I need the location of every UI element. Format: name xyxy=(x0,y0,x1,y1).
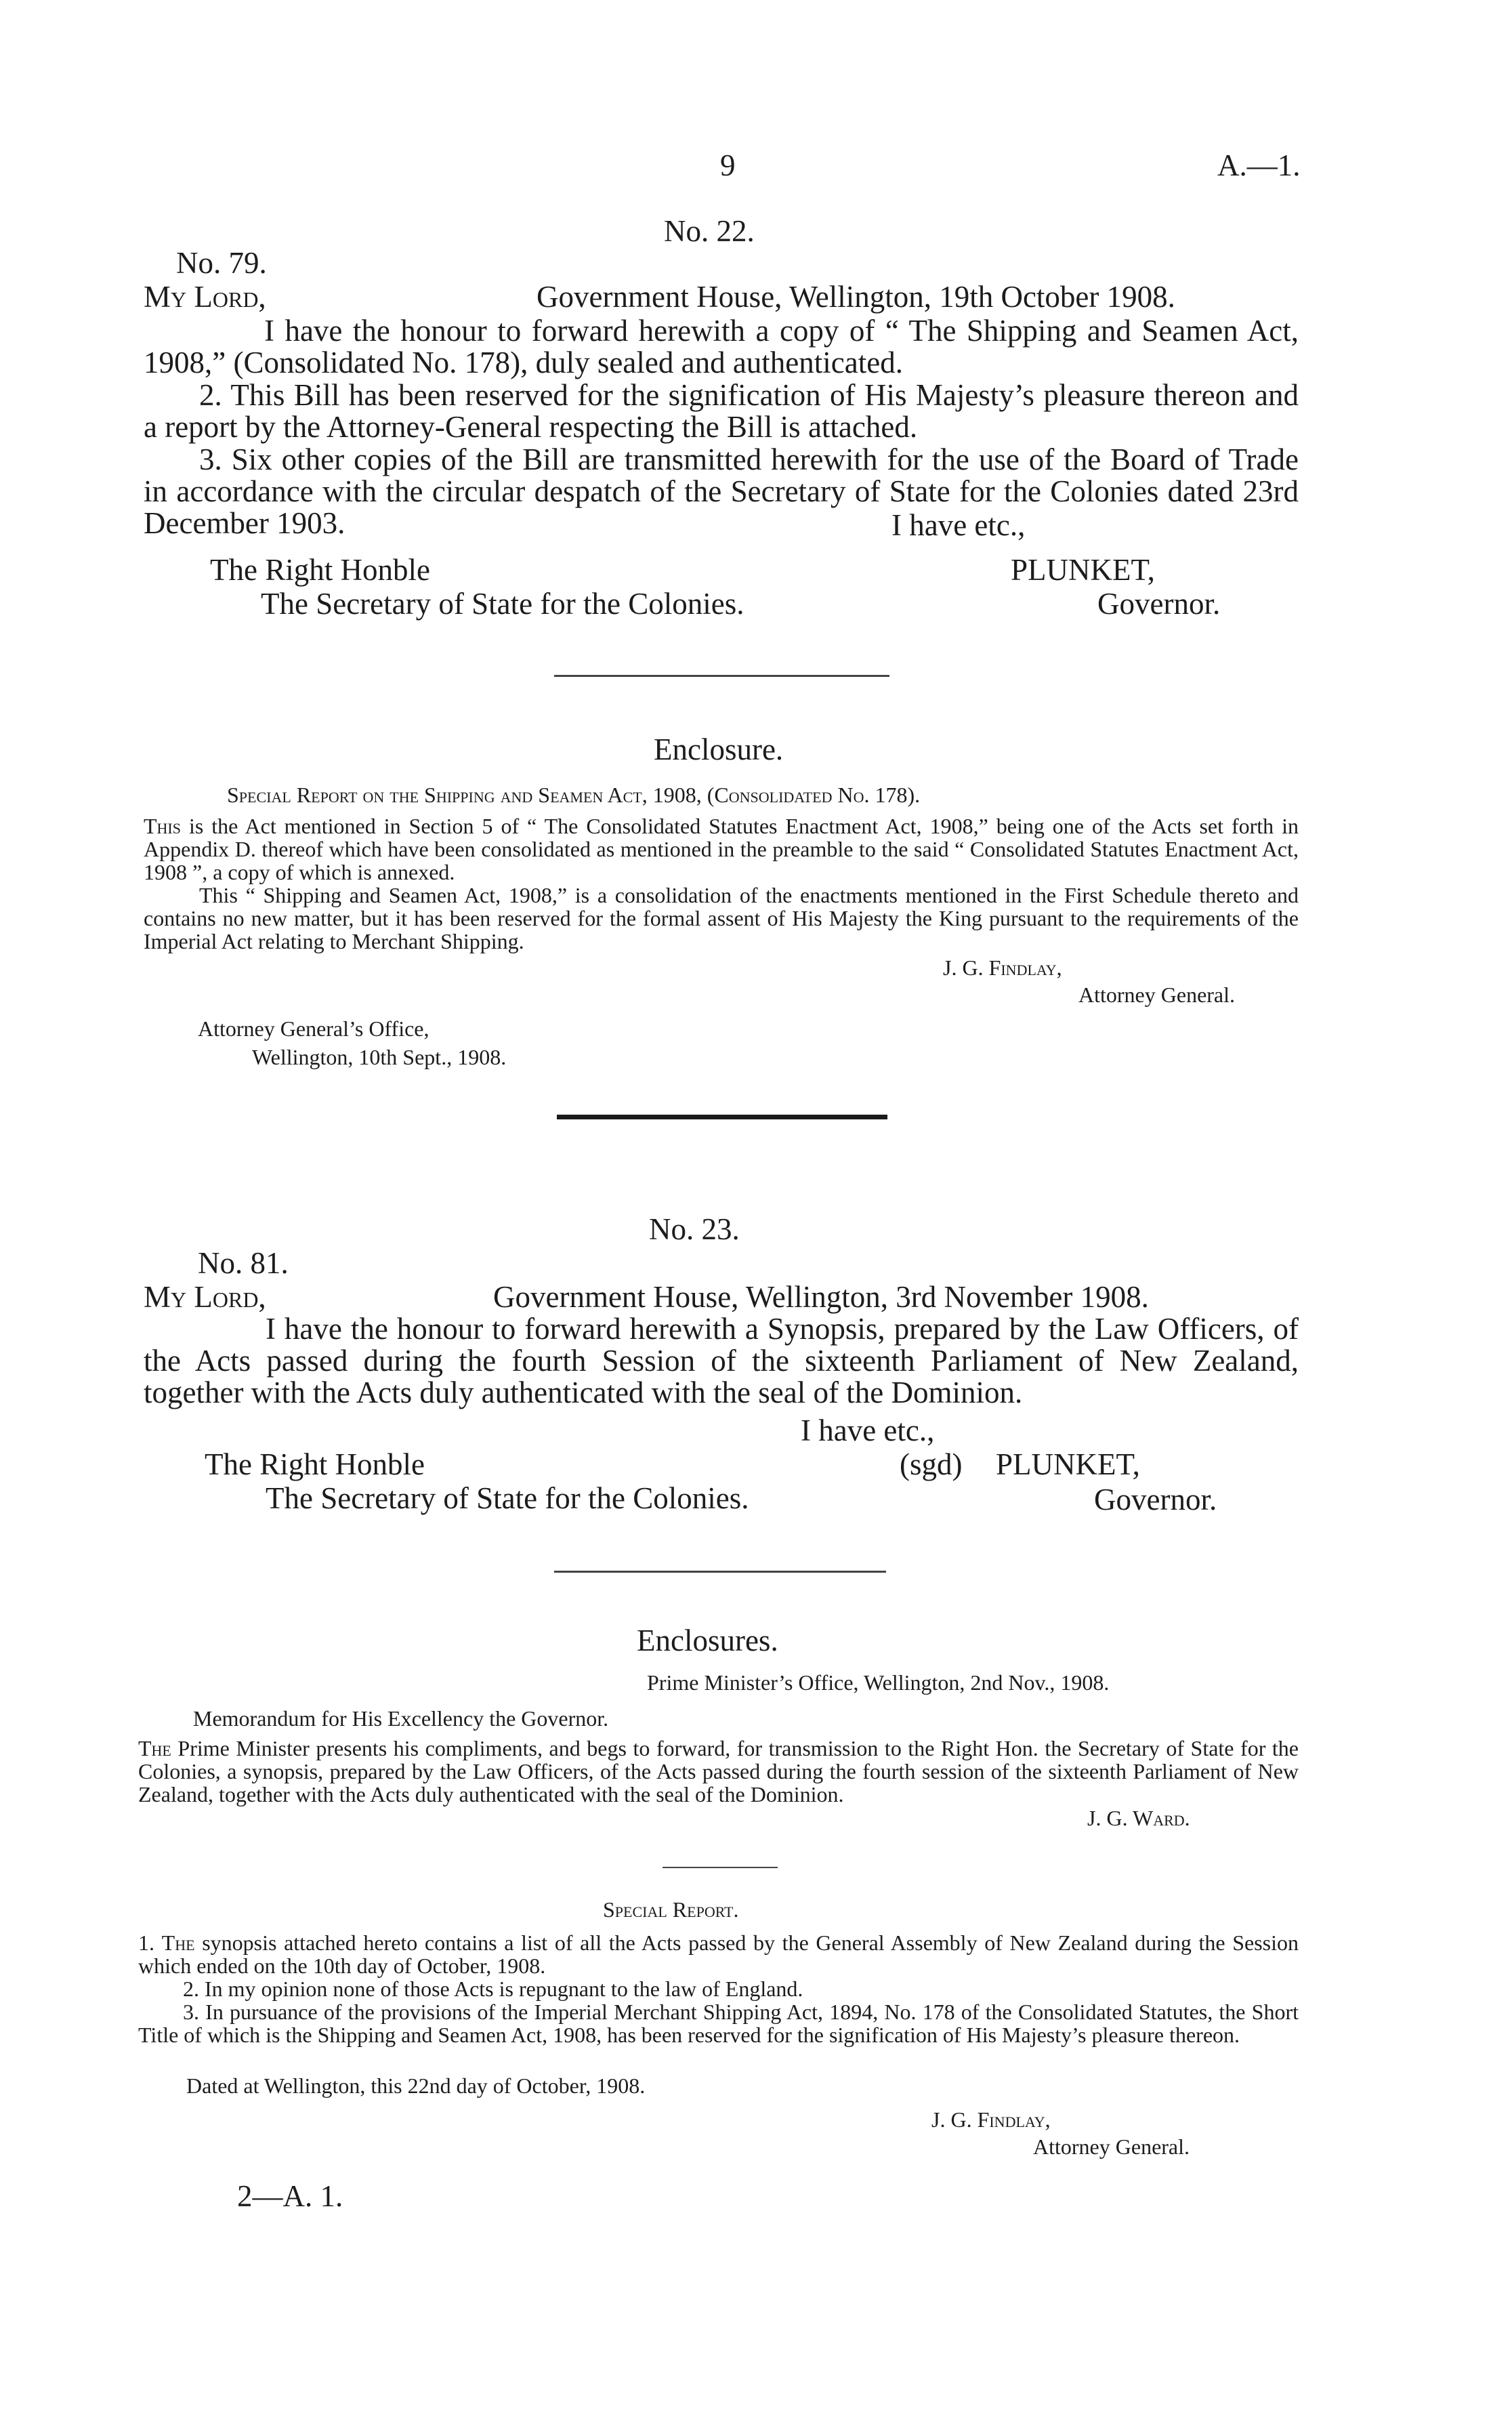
addressee-line-2: The Secretary of State for the Colonies. xyxy=(261,587,744,621)
signer-name: J. G. Findlay, xyxy=(943,955,1062,980)
paragraph-2: 2. This Bill has been reserved for the signification of His Majesty’s pleasure thereon and a report by the Attorney-General respecting the Bill is attached. xyxy=(144,378,1299,444)
report-item-3: 3. In pursuance of the provisions of the Imperial Merchant Shipping Act, 1894, No. 178 of the Consolidated Statutes, the Short Title of which is the Shipping and Seamen Act, 1908, has been reserved for the signification of His Majesty’s pleasure thereon. xyxy=(138,2000,1299,2047)
closing: I have etc., xyxy=(891,508,1026,542)
item-number: 1. xyxy=(138,1930,154,1955)
report-item-2: 2. In my opinion none of those Acts is repugnant to the law of England. xyxy=(183,1977,803,2001)
letter-number: No. 22. xyxy=(664,214,755,248)
closing: I have etc., xyxy=(801,1413,935,1447)
despatch-number: No. 81. xyxy=(198,1246,289,1280)
office-line: Prime Minister’s Office, Wellington, 2nd Nov., 1908. xyxy=(647,1670,1110,1695)
paragraph-1: I have the honour to forward herewith a copy of “ The Shipping and Seamen Act, 1908,” (Consolidated No. 178), duly sealed and authenticated. xyxy=(144,314,1299,379)
enclosures-heading: Enclosures. xyxy=(637,1624,778,1657)
signature-mark: 2—A. 1. xyxy=(237,2179,343,2213)
dateline: Government House, Wellington, 3rd November 1908. xyxy=(493,1280,1149,1314)
section-divider xyxy=(554,1571,886,1573)
report-item-1 xyxy=(138,1931,1299,1977)
page-number: 9 xyxy=(720,148,736,182)
document-reference: A.—1. xyxy=(1217,148,1301,182)
enclosure-heading: Enclosure. xyxy=(654,732,784,766)
enclosure-paragraph-1 xyxy=(144,814,1299,884)
addressee-line-2: The Secretary of State for the Colonies. xyxy=(266,1481,749,1515)
enclosure-title: Special Report on the Shipping and Seamen Act, 1908, (Consolidated No. 178). xyxy=(227,783,921,807)
signer-title: Governor. xyxy=(1097,587,1221,621)
lead-word: The xyxy=(161,1930,195,1955)
office-date: Wellington, 10th Sept., 1908. xyxy=(252,1045,507,1069)
signer-name: PLUNKET, xyxy=(996,1447,1140,1481)
memorandum-line: Memorandum for His Excellency the Governor. xyxy=(193,1706,609,1731)
memorandum-signer: J. G. Ward. xyxy=(1087,1806,1190,1830)
lead-word: The xyxy=(138,1736,171,1760)
lead-word: This xyxy=(144,814,181,838)
short-divider xyxy=(663,1867,778,1868)
memorandum-paragraph xyxy=(138,1737,1299,1806)
despatch-number: No. 79. xyxy=(176,246,267,280)
signer-name: J. G. Findlay, xyxy=(931,2107,1051,2132)
signer-title: Attorney General. xyxy=(1078,983,1236,1007)
dateline: Government House, Wellington, 19th October 1908. xyxy=(537,280,1175,314)
salutation: My Lord, xyxy=(144,280,266,314)
enclosure-paragraph-2: This “ Shipping and Seamen Act, 1908,” is a consolidation of the enactments mentioned in the First Schedule thereto and contains no new matter, but it has been reserved for the formal assent of His Majesty the King pursuant to the requirements of the Imperial Act relating to Merchant Shipping. xyxy=(144,883,1299,953)
signer-title: Governor. xyxy=(1094,1483,1217,1516)
paragraph-3: 3. Six other copies of the Bill are transmitted herewith for the use of the Board of Trade in accordance with the circular despatch of the Secretary of State for the Colonies dated 23rd December 1903. xyxy=(144,442,1299,540)
paragraph-1: I have the honour to forward herewith a Synopsis, prepared by the Law Officers, of the Acts passed during the fourth Session of the sixteenth Parliament of New Zealand, together with the Acts duly authenticated with the seal of the Dominion. xyxy=(144,1312,1299,1409)
letter-number: No. 23. xyxy=(649,1212,740,1246)
salutation: My Lord, xyxy=(144,1280,266,1314)
item-text: synopsis attached hereto contains a list of all the Acts passed by the General Assembly of New Zealand during the Session which ended on the 10th day of October, 1908. xyxy=(138,1930,1299,1978)
signed-marker: (sgd) xyxy=(900,1447,963,1481)
office-name: Attorney General’s Office, xyxy=(198,1016,429,1041)
special-report-heading: Special Report. xyxy=(603,1897,739,1922)
paragraph-text: is the Act mentioned in Section 5 of “ The Consolidated Statutes Enactment Act, 1908,” being one of the Acts set forth in Appendix D. thereof which have been consolidated as mentioned in the preamble to the said “ Consolidated Statutes Enactment Act, 1908 ”, a copy of which is annexed. xyxy=(144,814,1299,884)
addressee-line-1: The Right Honble xyxy=(205,1447,425,1481)
paragraph-text: Prime Minister presents his compliments, and begs to forward, for transmission to the Right Hon. the Secretary of State for the Colonies, a synopsis, prepared by the Law Officers, of the Acts passed during the fourth session of the sixteenth Parliament of New Zealand, together with the Acts duly authenticated with the seal of the Dominion. xyxy=(138,1736,1299,1806)
dated-line: Dated at Wellington, this 22nd day of October, 1908. xyxy=(186,2073,646,2098)
signer-name: PLUNKET, xyxy=(1011,553,1155,587)
signer-title: Attorney General. xyxy=(1033,2134,1190,2159)
section-divider xyxy=(554,675,889,677)
heavy-divider xyxy=(557,1115,887,1119)
addressee-line-1: The Right Honble xyxy=(210,553,430,587)
